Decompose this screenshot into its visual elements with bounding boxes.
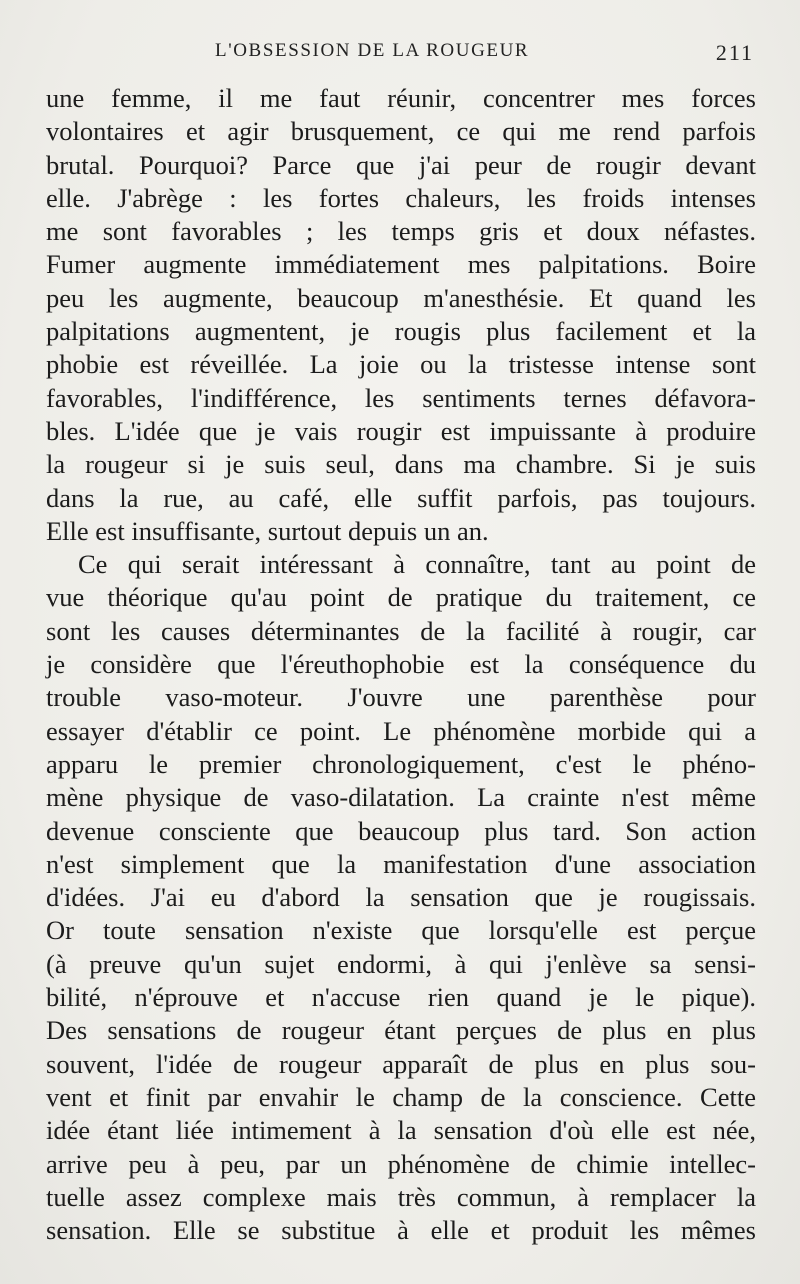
text-line: sont les causes déterminantes de la facilité à rougir, car — [46, 615, 756, 646]
paragraph-2 — [46, 548, 756, 1247]
text-line: sensation. Elle se substitue à elle et produit les mêmes — [46, 1215, 756, 1246]
text-line: palpitations augmentent, je rougis plus facilement et la — [46, 316, 756, 347]
text-line: brutal. Pourquoi? Parce que j'ai peur de rougir devant — [46, 149, 756, 180]
text-line: volontaires et agir brusquement, ce qui me rend parfois — [46, 116, 756, 147]
text-line: essayer d'établir ce point. Le phénomène morbide qui a — [46, 715, 756, 746]
text-line: bles. L'idée que je vais rougir est impuissante à produire — [46, 415, 756, 446]
text-line: Fumer augmente immédiatement mes palpitations. Boire — [46, 249, 756, 280]
text-line: peu les augmente, beaucoup m'anesthésie. Et quand les — [46, 282, 756, 313]
text-line: devenue consciente que beaucoup plus tard. Son action — [46, 815, 756, 846]
text-line: tuelle assez complexe mais très commun, à remplacer la — [46, 1181, 756, 1212]
text-line: la rougeur si je suis seul, dans ma chambre. Si je suis — [46, 449, 756, 480]
text-line: mène physique de vaso-dilatation. La crainte n'est même — [46, 782, 756, 813]
text-line: phobie est réveillée. La joie ou la tristesse intense sont — [46, 349, 756, 380]
text-line: souvent, l'idée de rougeur apparaît de plus en plus sou- — [46, 1048, 756, 1079]
text-line: me sont favorables ; les temps gris et doux néfastes. — [46, 216, 756, 247]
page-number: 211 — [715, 40, 754, 65]
body-text — [46, 82, 756, 1247]
text-line: apparu le premier chronologiquement, c'est le phéno- — [46, 748, 756, 779]
text-line: Or toute sensation n'existe que lorsqu'elle est perçue — [46, 915, 756, 946]
text-line: elle. J'abrège : les fortes chaleurs, les froids intenses — [46, 182, 756, 213]
text-line: idée étant liée intimement à la sensation d'où elle est née, — [46, 1115, 756, 1146]
text-line: vue théorique qu'au point de pratique du traitement, ce — [46, 582, 756, 613]
text-line: Ce qui serait intéressant à connaître, tant au point de — [78, 549, 756, 580]
text-line: dans la rue, au café, elle suffit parfois, pas toujours. — [46, 482, 756, 513]
text-line: n'est simplement que la manifestation d'une association — [46, 848, 756, 879]
text-line: bilité, n'éprouve et n'accuse rien quand je le pique). — [46, 982, 756, 1013]
text-line: Elle est insuffisante, surtout depuis un an. — [46, 515, 489, 546]
text-line: vent et finit par envahir le champ de la conscience. Cette — [46, 1081, 756, 1112]
paragraph-1 — [46, 82, 756, 548]
text-line: une femme, il me faut réunir, concentrer mes forces — [46, 83, 756, 113]
text-line: d'idées. J'ai eu d'abord la sensation que je rougissais. — [46, 882, 756, 913]
text-line: favorables, l'indifférence, les sentiments ternes défavora- — [46, 382, 756, 413]
text-line: je considère que l'éreuthophobie est la conséquence du — [46, 649, 756, 680]
running-title: L'OBSESSION DE LA ROUGEUR — [215, 40, 530, 61]
text-line: arrive peu à peu, par un phénomène de chimie intellec- — [46, 1148, 756, 1179]
text-line: Des sensations de rougeur étant perçues de plus en plus — [46, 1015, 756, 1046]
text-line: (à preuve qu'un sujet endormi, à qui j'enlève sa sensi- — [46, 948, 756, 979]
text-line: trouble vaso-moteur. J'ouvre une parenthèse pour — [46, 682, 756, 713]
running-head — [0, 38, 800, 68]
